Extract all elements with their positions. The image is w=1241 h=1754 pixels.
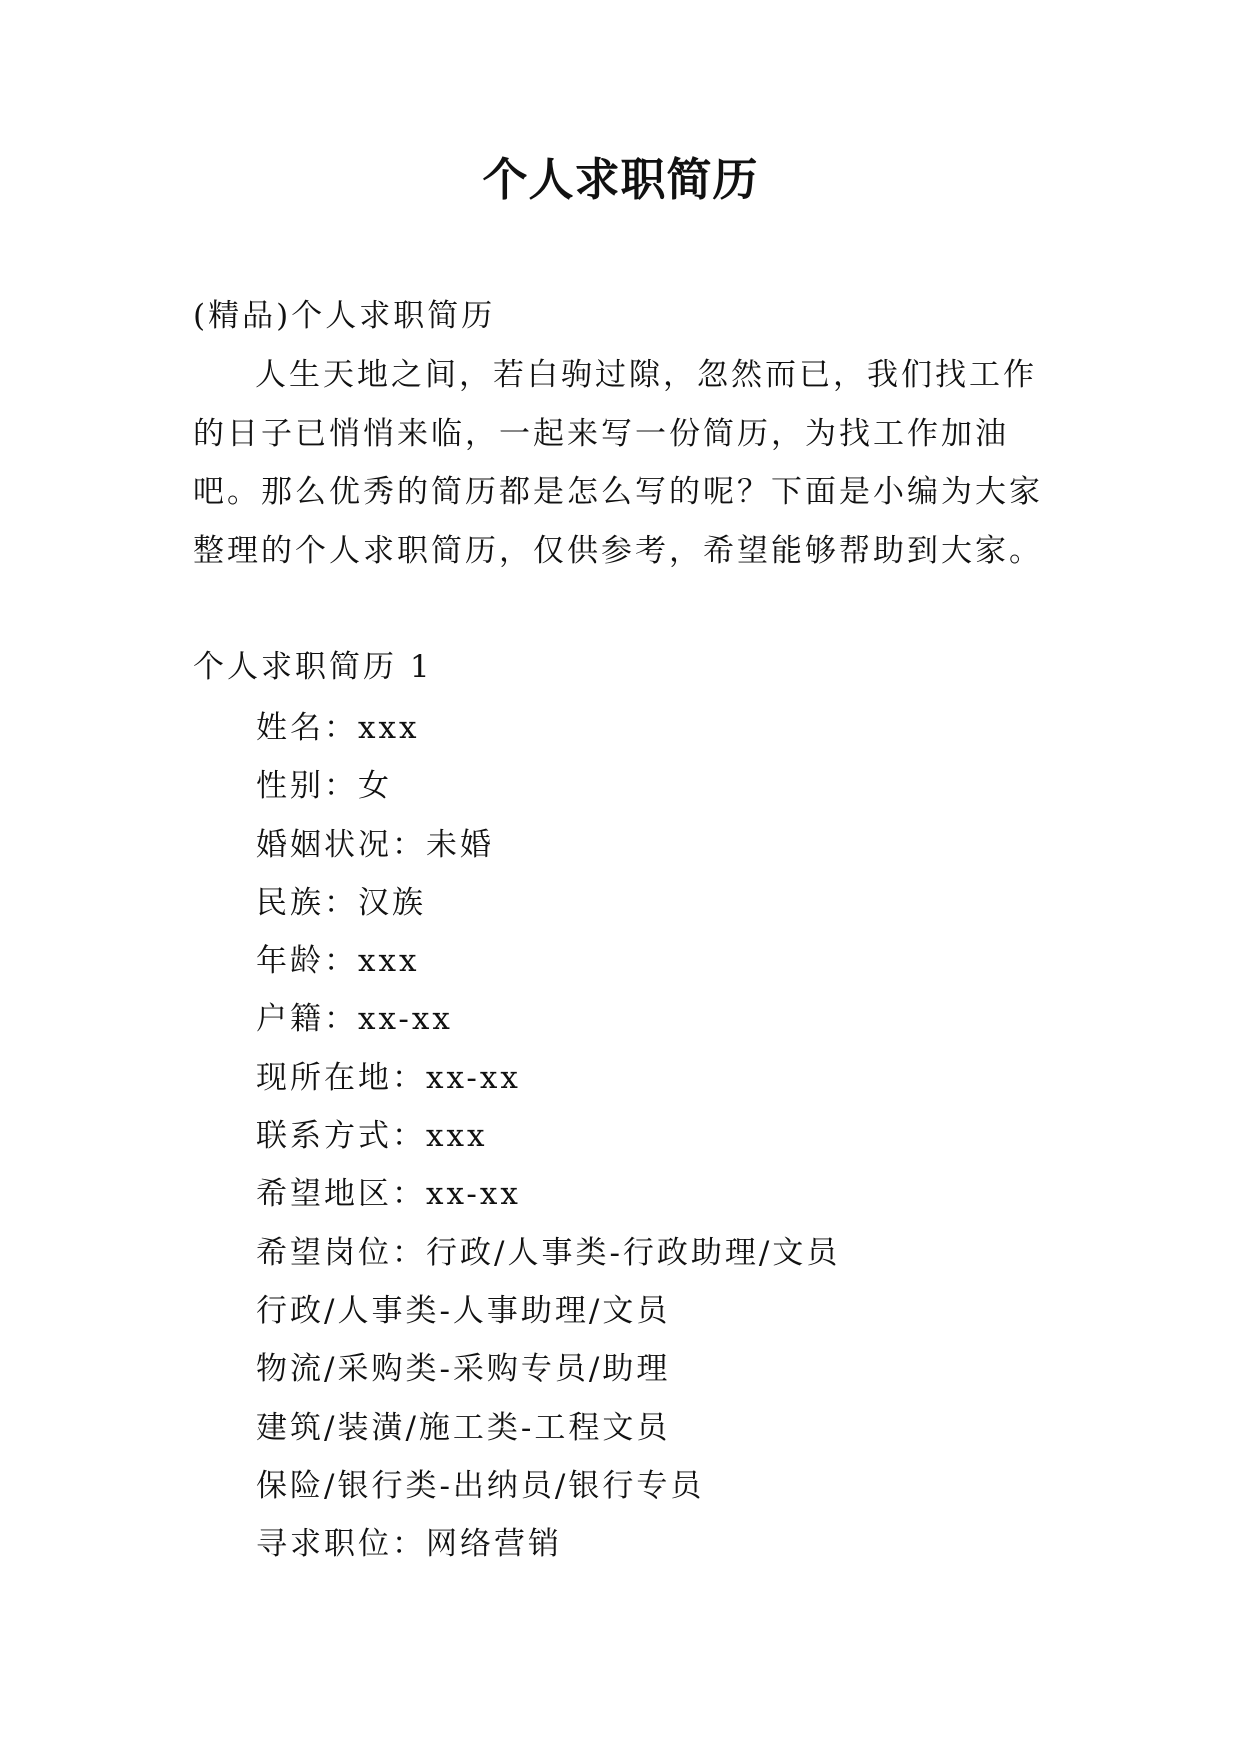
info-line-household-registration: 户籍：xx-xx (256, 1001, 453, 1038)
info-line-current-location: 现所在地：xx-xx (256, 1059, 521, 1096)
section-heading: 个人求职简历 1 (193, 649, 433, 685)
document-subtitle: (精品)个人求职简历 (193, 298, 496, 334)
info-line-ethnicity: 民族：汉族 (256, 884, 426, 921)
info-line-contact: 联系方式：xxx (256, 1118, 488, 1155)
resume-info-list (256, 699, 1056, 1573)
info-line-position-logistics: 物流/采购类-采购专员/助理 (256, 1351, 671, 1388)
info-line-name: 姓名：xxx (256, 710, 420, 746)
info-line-desired-region: 希望地区：xx-xx (256, 1176, 521, 1213)
info-line-desired-position: 希望岗位：行政/人事类-行政助理/文员 (256, 1234, 841, 1271)
info-line-position-construction: 建筑/装潢/施工类-工程文员 (256, 1409, 671, 1446)
info-line-age: 年龄：xxx (256, 943, 420, 980)
info-line-position-hr: 行政/人事类-人事助理/文员 (256, 1292, 671, 1329)
info-line-position-banking: 保险/银行类-出纳员/银行专员 (256, 1467, 705, 1504)
info-line-job-sought: 寻求职位：网络营销 (256, 1526, 562, 1563)
document-title: 个人求职简历 (482, 153, 759, 206)
info-line-gender: 性别：女 (256, 768, 392, 805)
info-line-marital-status: 婚姻状况：未婚 (256, 826, 494, 863)
intro-paragraph: 人生天地之间，若白驹过隙，忽然而已，我们找工作的日子已悄悄来临，一起来写一份简历，为找工作加油吧。那么优秀的简历都是怎么写的呢？下面是小编为大家整理的个人求职简历，仅供参考，希望能够帮助到大家。 (193, 357, 1043, 569)
